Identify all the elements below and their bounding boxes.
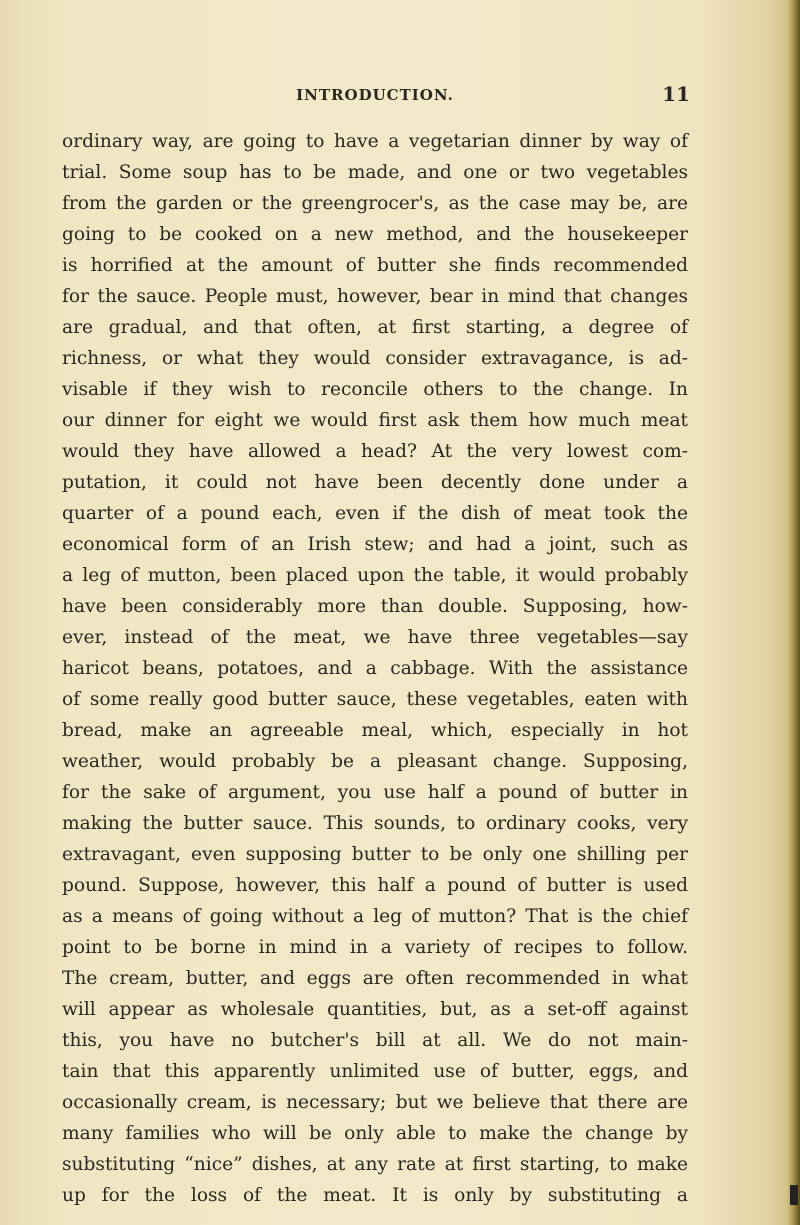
page-header <box>60 82 690 110</box>
text-line: for the sake of argument, you use half a pound of butter in <box>62 782 688 803</box>
text-line: economical form of an Irish stew; and had a joint, such as <box>62 534 688 555</box>
text-line: occasionally cream, is necessary; but we believe that there are <box>62 1092 688 1113</box>
text-line: pound. Suppose, however, this half a pound of butter is used <box>62 875 688 896</box>
text-line: tain that this apparently unlimited use of butter, eggs, and <box>62 1061 688 1082</box>
text-line: up for the loss of the meat. It is only by substituting a <box>62 1185 688 1206</box>
running-head: INTRODUCTION. <box>296 86 454 104</box>
page-edge <box>786 0 800 1225</box>
body-text <box>62 126 688 1211</box>
text-line: have been considerably more than double. Supposing, how- <box>62 596 688 617</box>
text-line: point to be borne in mind in a variety of recipes to follow. <box>62 937 688 958</box>
text-line: for the sauce. People must, however, bear in mind that changes <box>62 286 688 307</box>
text-line: of some really good butter sauce, these vegetables, eaten with <box>62 689 688 710</box>
text-line: would they have allowed a head? At the very lowest com- <box>62 441 688 462</box>
text-line: a leg of mutton, been placed upon the table, it would probably <box>62 565 688 586</box>
text-line: bread, make an agreeable meal, which, especially in hot <box>62 720 688 741</box>
text-line: as a means of going without a leg of mutton? That is the chief <box>62 906 688 927</box>
text-line: putation, it could not have been decently done under a <box>62 472 688 493</box>
page-number: 11 <box>662 82 690 106</box>
text-line: our dinner for eight we would first ask them how much meat <box>62 410 688 431</box>
text-line: going to be cooked on a new method, and the housekeeper <box>62 224 688 245</box>
text-line: many families who will be only able to make the change by <box>62 1123 688 1144</box>
text-line: ever, instead of the meat, we have three vegetables—say <box>62 627 688 648</box>
text-line: making the butter sauce. This sounds, to ordinary cooks, very <box>62 813 688 834</box>
text-line: this, you have no butcher's bill at all. We do not main- <box>62 1030 688 1051</box>
text-line: weather, would probably be a pleasant change. Supposing, <box>62 751 688 772</box>
text-line: trial. Some soup has to be made, and one or two vegetables <box>62 162 688 183</box>
text-line: from the garden or the greengrocer's, as the case may be, are <box>62 193 688 214</box>
text-line: ordinary way, are going to have a vegetarian dinner by way of <box>62 131 688 152</box>
text-line: extravagant, even supposing butter to be only one shilling per <box>62 844 688 865</box>
text-line: haricot beans, potatoes, and a cabbage. With the assistance <box>62 658 688 679</box>
text-line: quarter of a pound each, even if the dish of meat took the <box>62 503 688 524</box>
text-line: are gradual, and that often, at first starting, a degree of <box>62 317 688 338</box>
text-line: will appear as wholesale quantities, but, as a set-off against <box>62 999 688 1020</box>
text-line: is horrified at the amount of butter she finds recommended <box>62 255 688 276</box>
text-line: The cream, butter, and eggs are often recommended in what <box>62 968 688 989</box>
text-line: substituting “nice” dishes, at any rate at first starting, to make <box>62 1154 688 1175</box>
text-line: richness, or what they would consider extravagance, is ad- <box>62 348 688 369</box>
text-line: visable if they wish to reconcile others to the change. In <box>62 379 688 400</box>
